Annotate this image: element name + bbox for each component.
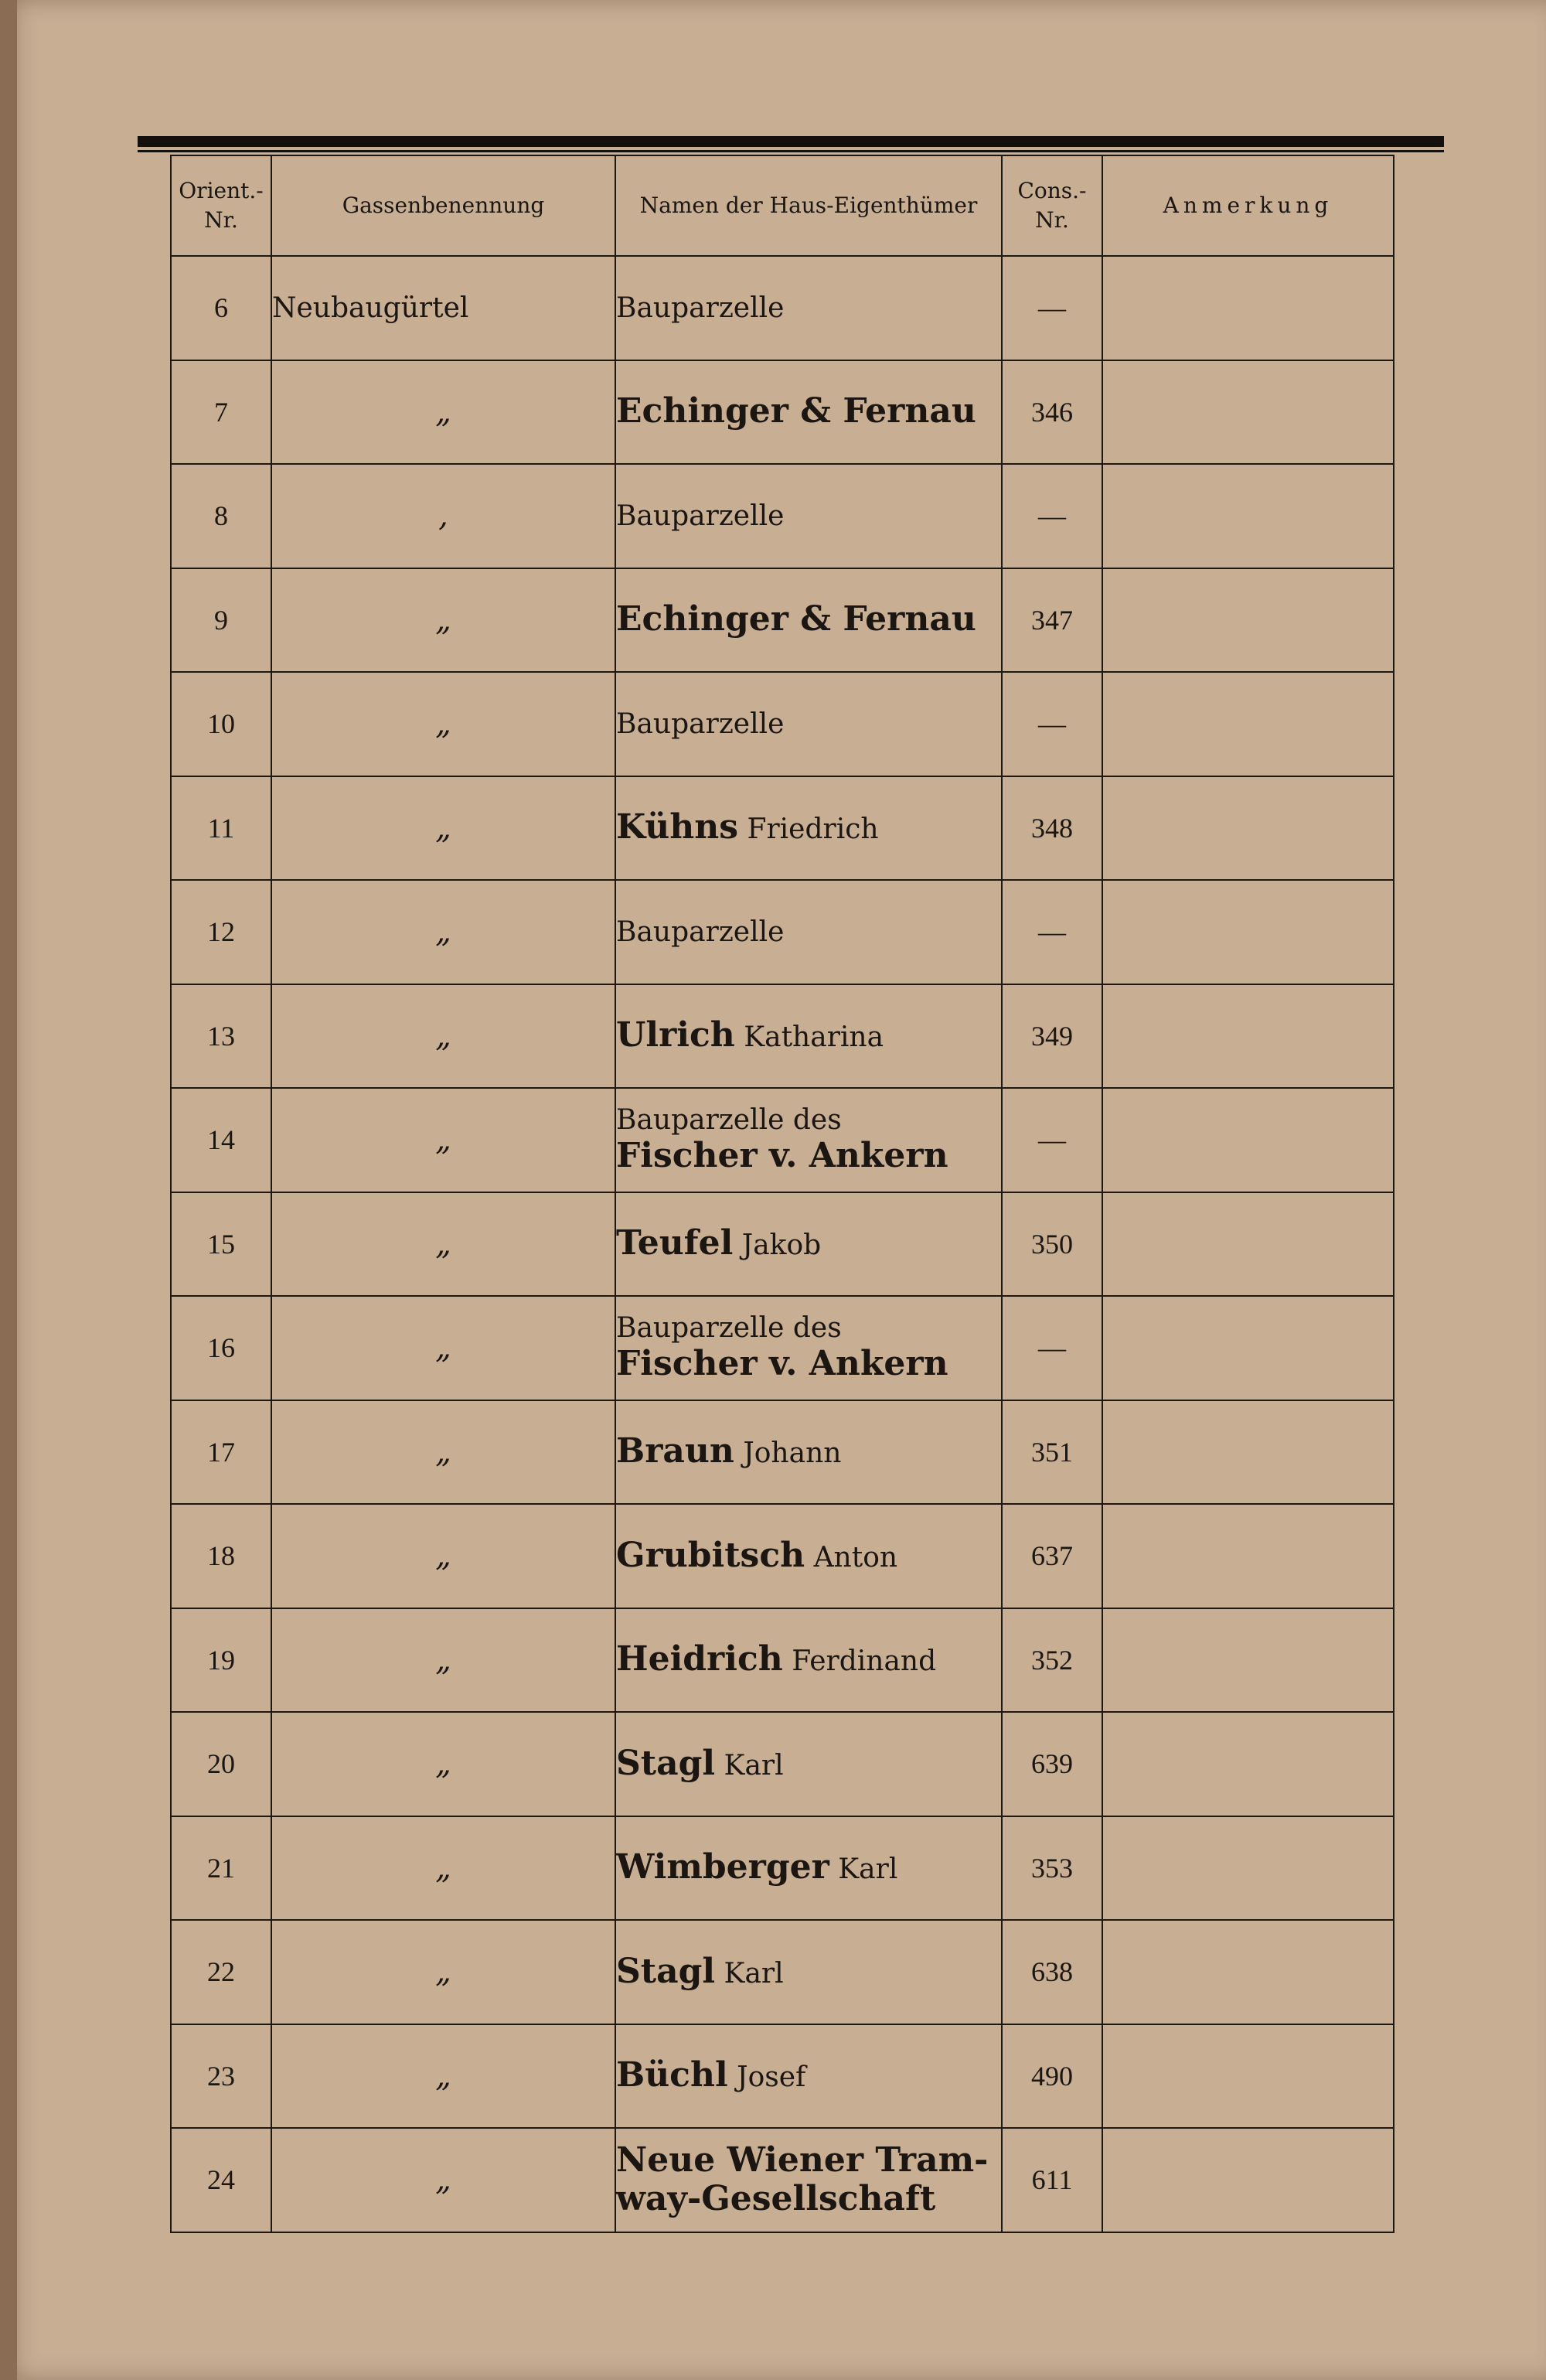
orient-nr: 6: [171, 256, 271, 360]
street-name: „: [271, 1816, 615, 1921]
table-row: [171, 2128, 1394, 2232]
orient-nr: 24: [171, 2128, 271, 2232]
table-row: [171, 1192, 1394, 1297]
cons-nr: —: [1002, 1088, 1102, 1192]
page-binding-edge: [0, 0, 17, 2380]
street-name: „: [271, 776, 615, 881]
owner-surname: Braun: [616, 1431, 734, 1471]
remark-cell: [1102, 256, 1394, 360]
remark-cell: [1102, 1088, 1394, 1192]
remark-cell: [1102, 464, 1394, 568]
top-rule: [138, 136, 1444, 147]
owner-name: Fischer v. Ankern: [616, 1343, 948, 1383]
owner-prefix: Bauparzelle des: [616, 1312, 842, 1345]
orient-nr: 8: [171, 464, 271, 568]
orient-nr: 20: [171, 1712, 271, 1816]
owner-given-name: Josef: [737, 2061, 806, 2094]
owner-name-cell: [615, 1400, 1002, 1505]
owner-given-name: Ferdinand: [792, 1645, 937, 1678]
header-eigenthuemer: Namen der Haus-Eigenthümer: [615, 155, 1002, 256]
street-name: Neubaugürtel: [271, 256, 615, 360]
owner-given-name: Karl: [724, 1957, 784, 1990]
remark-cell: [1102, 1712, 1394, 1816]
cons-nr: —: [1002, 880, 1102, 984]
owner-given-name: Katharina: [744, 1021, 884, 1054]
cons-nr: 353: [1002, 1816, 1102, 1921]
owner-name: Fischer v. Ankern: [616, 1135, 948, 1175]
street-name: „: [271, 568, 615, 673]
owner-surname: Teufel: [616, 1223, 734, 1263]
table-row: [171, 880, 1394, 984]
orient-nr: 21: [171, 1816, 271, 1921]
owner-name-cell: [615, 1920, 1002, 2024]
remark-cell: [1102, 1608, 1394, 1713]
orient-nr: 13: [171, 984, 271, 1089]
orient-nr: 22: [171, 1920, 271, 2024]
owner-surname: Ulrich: [616, 1015, 735, 1055]
orient-nr: 15: [171, 1192, 271, 1297]
owner-name-cell: [615, 360, 1002, 465]
cons-nr: 611: [1002, 2128, 1102, 2232]
orient-nr: 14: [171, 1088, 271, 1192]
owner-name-cell: [615, 776, 1002, 881]
orient-nr: 19: [171, 1608, 271, 1713]
remark-cell: [1102, 1920, 1394, 2024]
owner-surname: Grubitsch: [616, 1535, 805, 1575]
top-rule-thin: [138, 150, 1444, 152]
header-anmerkung: Anmerkung: [1102, 155, 1394, 256]
cons-nr: 347: [1002, 568, 1102, 673]
table-row: [171, 2024, 1394, 2129]
owner-name-cell: [615, 1712, 1002, 1816]
table-row: [171, 1296, 1394, 1400]
cons-nr: 638: [1002, 1920, 1102, 2024]
owner-surname: Kühns: [616, 807, 739, 847]
owner-name-cell: [615, 256, 1002, 360]
cons-nr: —: [1002, 672, 1102, 776]
street-name: „: [271, 2024, 615, 2129]
owner-surname: Echinger & Fernau: [616, 391, 976, 431]
owner-name-cell: [615, 1608, 1002, 1713]
header-cons-nr: Cons.- Nr.: [1002, 155, 1102, 256]
owner-given-name: Bauparzelle: [616, 292, 785, 324]
remark-cell: [1102, 2128, 1394, 2232]
street-name: „: [271, 1920, 615, 2024]
orient-nr: 12: [171, 880, 271, 984]
owner-name-cell: [615, 672, 1002, 776]
street-name: „: [271, 2128, 615, 2232]
header-gassenbenennung: Gassenbenennung: [271, 155, 615, 256]
table-body: [171, 256, 1394, 2232]
orient-nr: 23: [171, 2024, 271, 2129]
orient-nr: 18: [171, 1504, 271, 1608]
cons-nr: 349: [1002, 984, 1102, 1089]
owner-name-cell: [615, 1504, 1002, 1608]
cons-nr: 490: [1002, 2024, 1102, 2129]
owner-surname: Stagl: [616, 1951, 716, 1991]
owner-given-name: Anton: [813, 1541, 898, 1574]
header-orient-nr: Orient.- Nr.: [171, 155, 271, 256]
owner-given-name: Friedrich: [747, 813, 879, 846]
table-row: [171, 1816, 1394, 1921]
orient-nr: 7: [171, 360, 271, 465]
owner-given-name: Bauparzelle: [616, 916, 785, 948]
remark-cell: [1102, 568, 1394, 673]
owner-name-cell: [615, 2024, 1002, 2129]
street-name: „: [271, 984, 615, 1089]
owner-surname: Büchl: [616, 2055, 728, 2095]
street-name: „: [271, 880, 615, 984]
cons-nr: 351: [1002, 1400, 1102, 1505]
street-name: „: [271, 1712, 615, 1816]
header-row: [171, 155, 1394, 256]
owner-surname: Heidrich: [616, 1639, 783, 1679]
cons-nr: 639: [1002, 1712, 1102, 1816]
remark-cell: [1102, 1400, 1394, 1505]
table-row: [171, 464, 1394, 568]
orient-nr: 10: [171, 672, 271, 776]
owner-surname: Echinger & Fernau: [616, 599, 976, 639]
owner-prefix: Bauparzelle des: [616, 1104, 842, 1137]
owner-given-name: Bauparzelle: [616, 708, 785, 740]
table-row: [171, 1712, 1394, 1816]
remark-cell: [1102, 1816, 1394, 1921]
street-name: „: [271, 360, 615, 465]
cons-nr: 346: [1002, 360, 1102, 465]
table-row: [171, 1400, 1394, 1505]
street-name: „: [271, 1088, 615, 1192]
table-row: [171, 1088, 1394, 1192]
orient-nr: 9: [171, 568, 271, 673]
remark-cell: [1102, 2024, 1394, 2129]
street-name: „: [271, 1192, 615, 1297]
street-name: ,: [271, 464, 615, 568]
street-name: „: [271, 1400, 615, 1505]
owner-name: Neue Wiener Tram- way-Gesellschaft: [616, 2140, 989, 2219]
house-owner-table: [170, 155, 1394, 2233]
cons-nr: 348: [1002, 776, 1102, 881]
cons-nr: —: [1002, 1296, 1102, 1400]
table-row: [171, 360, 1394, 465]
cons-nr: —: [1002, 256, 1102, 360]
cons-nr: —: [1002, 464, 1102, 568]
owner-name-cell: [615, 568, 1002, 673]
owner-name-cell: [615, 880, 1002, 984]
owner-name-cell: [615, 1192, 1002, 1297]
owner-given-name: Bauparzelle: [616, 500, 785, 532]
remark-cell: [1102, 1504, 1394, 1608]
remark-cell: [1102, 360, 1394, 465]
owner-given-name: Johann: [743, 1437, 842, 1470]
table-row: [171, 672, 1394, 776]
cons-nr: 350: [1002, 1192, 1102, 1297]
table-row: [171, 1920, 1394, 2024]
street-name: „: [271, 1504, 615, 1608]
owner-name-cell: [615, 1088, 1002, 1192]
owner-name-cell: [615, 984, 1002, 1089]
table-row: [171, 1608, 1394, 1713]
owner-given-name: Karl: [838, 1853, 898, 1886]
orient-nr: 17: [171, 1400, 271, 1505]
table-row: [171, 568, 1394, 673]
owner-given-name: Jakob: [741, 1229, 822, 1262]
cons-nr: 352: [1002, 1608, 1102, 1713]
table-row: [171, 1504, 1394, 1608]
owner-name-cell: [615, 2128, 1002, 2232]
table-row: [171, 776, 1394, 881]
table-row: [171, 984, 1394, 1089]
orient-nr: 16: [171, 1296, 271, 1400]
owner-surname: Stagl: [616, 1743, 716, 1783]
remark-cell: [1102, 672, 1394, 776]
owner-name-cell: [615, 1296, 1002, 1400]
street-name: „: [271, 672, 615, 776]
table-row: [171, 256, 1394, 360]
street-name: „: [271, 1608, 615, 1713]
owner-given-name: Karl: [724, 1749, 784, 1782]
street-name: „: [271, 1296, 615, 1400]
owner-surname: Wimberger: [616, 1847, 829, 1887]
remark-cell: [1102, 1296, 1394, 1400]
owner-name-cell: [615, 464, 1002, 568]
owner-name-cell: [615, 1816, 1002, 1921]
remark-cell: [1102, 1192, 1394, 1297]
remark-cell: [1102, 776, 1394, 881]
remark-cell: [1102, 984, 1394, 1089]
orient-nr: 11: [171, 776, 271, 881]
cons-nr: 637: [1002, 1504, 1102, 1608]
remark-cell: [1102, 880, 1394, 984]
